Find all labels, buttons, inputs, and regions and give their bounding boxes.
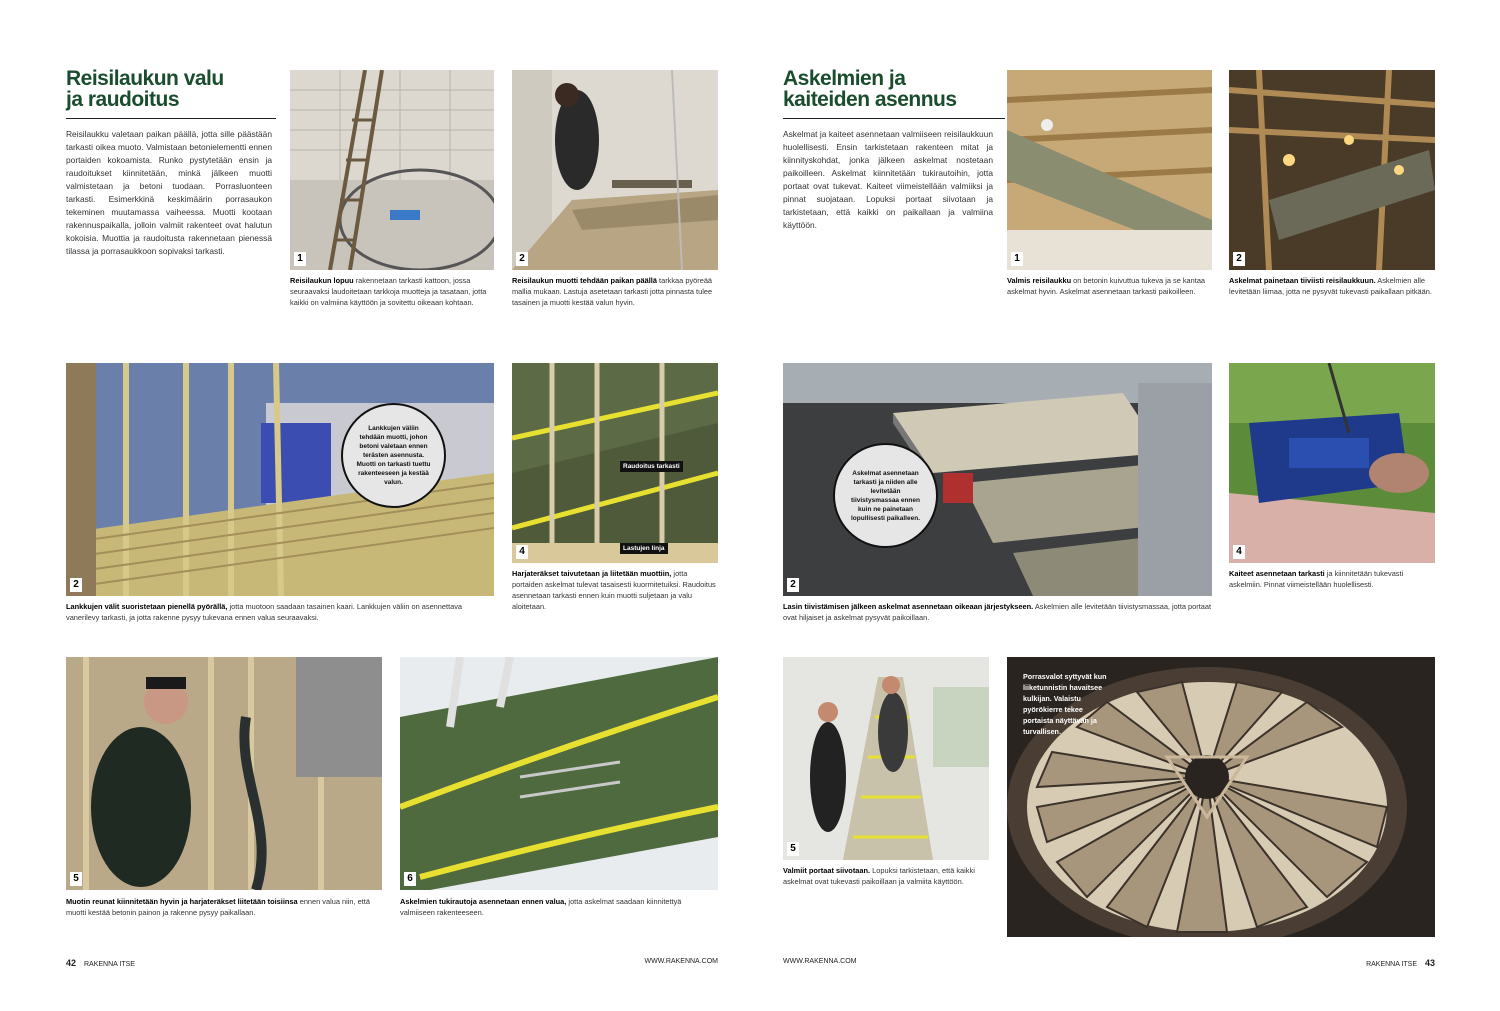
right-heading-line1: Askelmien ja <box>783 67 906 90</box>
right-photo-5-number: 5 <box>787 842 799 856</box>
left-caption-6-text: jotta askelmat saadaan kiinnitettyä valmiiseen rakenteeseen. <box>400 897 682 917</box>
right-caption-2-lead: Askelmat painetaan tiiviisti reisilaukkuun. <box>1229 276 1376 285</box>
left-caption-4-lead: Harjateräkset taivutetaan ja liitetään muottiin, <box>512 569 672 578</box>
left-caption-1-text: rakennetaan tarkasti kattoon, jossa seuraavaksi laudoitetaan tarkkoja muotteja ja tasataan, jotta kaikki on valmiina käyttöön ja sovitettu oikeaan kohtaan. <box>290 276 487 307</box>
left-caption-6-lead: Askelmien tukirautoja asennetaan ennen valua, <box>400 897 567 906</box>
left-heading-line1: Reisilaukun valu <box>66 67 224 90</box>
left-caption-2-lead: Reisilaukun muotti tehdään paikan päällä <box>512 276 657 285</box>
right-heading-line2: kaiteiden asennus <box>783 88 957 111</box>
left-photo-6 <box>400 657 718 890</box>
left-caption-3-lead: Lankkujen välit suoristetaan pienellä pyörällä, <box>66 602 228 611</box>
left-photo-5-number: 5 <box>70 872 82 886</box>
left-footer-magazine: RAKENNA ITSE <box>83 961 135 968</box>
left-caption-4 <box>512 568 718 612</box>
right-photo-3-speech-bubble: Askelmat asennetaan tarkasti ja niiden alle levitetään tiivistysmassaa ennen kuin ne painetaan lopullisesti paikalleen. <box>833 443 938 548</box>
right-caption-3-text: Askelmien alle levitetään tiivistysmassaa, jotta portaat ovat hiljaiset ja askelmat pysyvät paikoillaan. <box>783 602 1212 622</box>
left-caption-5 <box>66 896 382 918</box>
right-caption-5-lead: Valmiit portaat siivotaan. <box>783 866 871 875</box>
right-photo-1 <box>1007 70 1212 270</box>
left-footer-page-number: 42 <box>66 958 77 968</box>
right-caption-2-text: Askelmien alle levitetään liimaa, jotta ne pysyvät tukevasti paikallaan pitkään. <box>1229 276 1432 296</box>
right-heading-rule <box>783 118 1005 119</box>
left-caption-5-text: ennen valua niin, että muotti kestää betonin painon ja rakenne pysyy paikallaan. <box>66 897 370 917</box>
left-caption-5-lead: Muotin reunat kiinnitetään hyvin ja harjateräkset liitetään toisiinsa <box>66 897 298 906</box>
right-caption-5 <box>783 865 989 887</box>
left-photo-2-number: 2 <box>516 252 528 266</box>
left-footer <box>66 958 718 968</box>
right-photo-5 <box>783 657 989 860</box>
left-photo-4-tag-a: Raudoitus tarkasti <box>620 461 683 472</box>
left-photo-4-number: 4 <box>516 545 528 559</box>
left-caption-1-lead: Reisilaukun lopuu <box>290 276 354 285</box>
left-photo-3 <box>66 363 494 596</box>
right-footer-right <box>1366 958 1435 968</box>
right-footer-url: WWW.RAKENNA.COM <box>783 958 857 965</box>
right-photo-1-number: 1 <box>1011 252 1023 266</box>
left-intro-text: Reisilaukku valetaan paikan päällä, jotta sille päästään tarkasti oikea muoto. Valmistaan betonielementti ennen portaiden kokoamista. Runko pystytetään ensin ja raudoitukset kiinnitetään, minkä jälkeen muotti valmistetaan ja betoni tuodaan. Porrasluonteen tarkasti. Esimerkkinä keskimäärin porrasaukon tekeminen muutamassa vaiheessa. Muotti kootaan rakennuspaikalla, jolloin valmiit rakenteet ovat halutun kokoisia. Muottia ja raudoitusta rakennetaan pienessä tilassa ja porrasaukkoon sopivaksi tarkasti. <box>66 129 272 256</box>
left-caption-2-text: tarkkaa pyöreää mallia mukaan. Lastuja asetetaan tarkasti jotta pinnasta tulee tasainen ja muotti kestää valun hyvin. <box>512 276 713 307</box>
right-caption-2 <box>1229 275 1435 297</box>
left-photo-5 <box>66 657 382 890</box>
left-caption-3 <box>66 601 494 623</box>
left-heading-line2: ja raudoitus <box>66 88 180 111</box>
right-footer-magazine: RAKENNA ITSE <box>1366 961 1418 968</box>
left-photo-2 <box>512 70 718 270</box>
right-photo-2 <box>1229 70 1435 270</box>
right-caption-4-text: ja kiinnitetään tukevasti askelmiin. Pinnat viimeistellään huolellisesti. <box>1229 569 1404 589</box>
right-photo-3 <box>783 363 1212 596</box>
right-caption-1-text: on betonin kuivuttua tukeva ja se kantaa askelmat hyvin. Askelmat asennetaan tarkasti paikoilleen. <box>1007 276 1206 296</box>
left-photo-6-number: 6 <box>404 872 416 886</box>
left-photo-1-number: 1 <box>294 252 306 266</box>
left-caption-6 <box>400 896 718 918</box>
left-photo-1 <box>290 70 494 270</box>
right-photo-4 <box>1229 363 1435 563</box>
left-footer-url: WWW.RAKENNA.COM <box>644 958 718 965</box>
right-photo-3-number: 2 <box>787 578 799 592</box>
left-caption-2 <box>512 275 718 308</box>
left-caption-3-text: jotta muotoon saadaan tasainen kaari. Lankkujen väliin on asennettava vanerilevy tarkasti, ja jotta rakenne pysyy tukevana ennen valua seuraavaksi. <box>66 602 463 622</box>
left-photo-4 <box>512 363 718 563</box>
right-caption-5-text: Lopuksi tarkistetaan, että kaikki askelmat ovat tukevasti paikoillaan ja valmiita käyttöön. <box>783 866 975 886</box>
right-photo-6-overlay-text: Porrasvalot syttyvät kun liiketunnistin havaitsee kulkijan. Valaistu pyörökierre tekee portaista näyttävän ja turvallisen. <box>1023 672 1107 736</box>
left-heading-rule <box>66 118 276 119</box>
left-photo-4-tag-b: Lastujen linja <box>620 543 668 554</box>
right-photo-6 <box>1007 657 1435 937</box>
left-photo-3-number: 2 <box>70 578 82 592</box>
left-caption-4-text: jotta portaiden askelmat tulevat tasaisesti kuormitetuiksi. Raudoitus asennetaan tarkasti ennen kuin muotti suljetaan ja valu aloitetaan. <box>512 569 716 611</box>
right-footer-page-number: 43 <box>1424 958 1435 968</box>
right-caption-3-lead: Lasin tiivistämisen jälkeen askelmat asennetaan oikeaan järjestykseen. <box>783 602 1034 611</box>
right-caption-1 <box>1007 275 1212 297</box>
left-heading <box>66 68 276 110</box>
right-caption-3 <box>783 601 1212 623</box>
right-caption-1-lead: Valmis reisilaukku <box>1007 276 1072 285</box>
right-caption-4 <box>1229 568 1435 590</box>
right-caption-4-lead: Kaiteet asennetaan tarkasti <box>1229 569 1325 578</box>
right-heading <box>783 68 993 110</box>
left-caption-1 <box>290 275 494 308</box>
right-photo-4-number: 4 <box>1233 545 1245 559</box>
left-photo-3-speech-bubble: Lankkujen väliin tehdään muotti, johon betoni valetaan ennen terästen asennusta. Muotti on tarkasti tuettu rakenteeseen ja kestää valun. <box>341 403 446 508</box>
right-intro-text: Askelmat ja kaiteet asennetaan valmiiseen reisilaukkuun huolellisesti. Ensin tarkistetaan rakenteen mitat ja kiinnityskohdat, jonka jälkeen askelmat nostetaan paikoilleen. Askelmat kiinnitetään tukirautoihin, jotta portaat ovat tukevat. Kaiteet viimeistellään valmiiksi ja pinnat suojataan. Lopuksi portaat siivotaan ja tarkistetaan, että kaikki on paikallaan ja valmiina käyttöön. <box>783 129 993 230</box>
right-photo-2-number: 2 <box>1233 252 1245 266</box>
right-footer <box>783 958 1435 968</box>
